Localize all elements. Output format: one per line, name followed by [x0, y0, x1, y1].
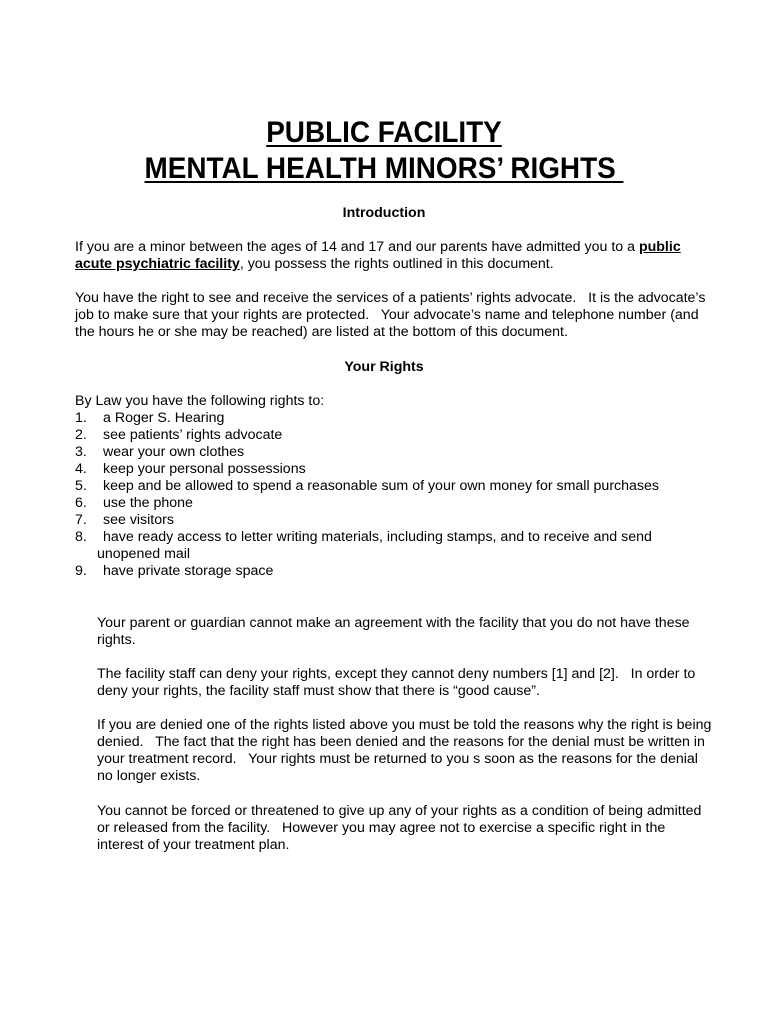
- intro-paragraph-1: [75, 239, 725, 273]
- rights-heading: Your Rights: [344, 359, 424, 375]
- list-item: 2. see patients’ rights advocate: [75, 427, 283, 443]
- introduction-heading: Introduction: [342, 205, 426, 221]
- intro-p2-line-3: the hours he or she may be reached) are listed at the bottom of this document.: [75, 324, 568, 340]
- list-item: 8. have ready access to letter writing materials, including stamps, and to receive and send unopened mail: [75, 529, 652, 562]
- list-item: 6. use the phone: [75, 495, 193, 511]
- intro-paragraph-2: [75, 290, 725, 341]
- intro-p1-text: If you are a minor between the ages of 14 and 17 and our parents have admitted you to a: [75, 239, 639, 255]
- guardian-paragraph: Your parent or guardian cannot make an agreement with the facility that you do not have these rights.: [97, 615, 690, 648]
- list-item: 1. a Roger S. Hearing: [75, 410, 225, 426]
- title-line-2: MENTAL HEALTH MINORS’ RIGHTS: [144, 152, 624, 185]
- title-line-1: PUBLIC FACILITY: [266, 116, 502, 149]
- intro-p2-line-2: job to make sure that your rights are protected. Your advocate’s name and telephone number (and: [75, 307, 699, 323]
- list-item: 4. keep your personal possessions: [75, 461, 306, 477]
- rights-intro: By Law you have the following rights to:: [75, 393, 325, 409]
- list-item: 9. have private storage space: [75, 563, 274, 579]
- intro-p1-tail: , you possess the rights outlined in this document.: [239, 256, 554, 272]
- list-item: 3. wear your own clothes: [75, 444, 245, 460]
- denied-paragraph: If you are denied one of the rights listed above you must be told the reasons why the right is being denied. The fact that the right has been denied and the reasons for the denial must be written in your treatment record. Your rights must be returned to you s soon as the reasons for the denial no longer exists.: [97, 717, 712, 784]
- list-item: 7. see visitors: [75, 512, 174, 528]
- staff-paragraph: The facility staff can deny your rights, except they cannot deny numbers [1] and [2]. In order to deny your rights, the facility staff must show that there is “good cause”.: [97, 666, 696, 699]
- emphasis-facility: acute psychiatric facility: [75, 256, 240, 272]
- emphasis-public: public: [638, 239, 681, 255]
- forced-paragraph: You cannot be forced or threatened to give up any of your rights as a condition of being admitted or released from the facility. However you may agree not to exercise a specific right in the interest of your treatment plan.: [97, 803, 702, 853]
- list-item: 5. keep and be allowed to spend a reasonable sum of your own money for small purchases: [75, 478, 660, 494]
- rights-list: [75, 393, 725, 580]
- intro-p2-line-1: You have the right to see and receive the services of a patients’ rights advocate. It is the advocate’s: [75, 290, 706, 306]
- document-title: [0, 115, 768, 187]
